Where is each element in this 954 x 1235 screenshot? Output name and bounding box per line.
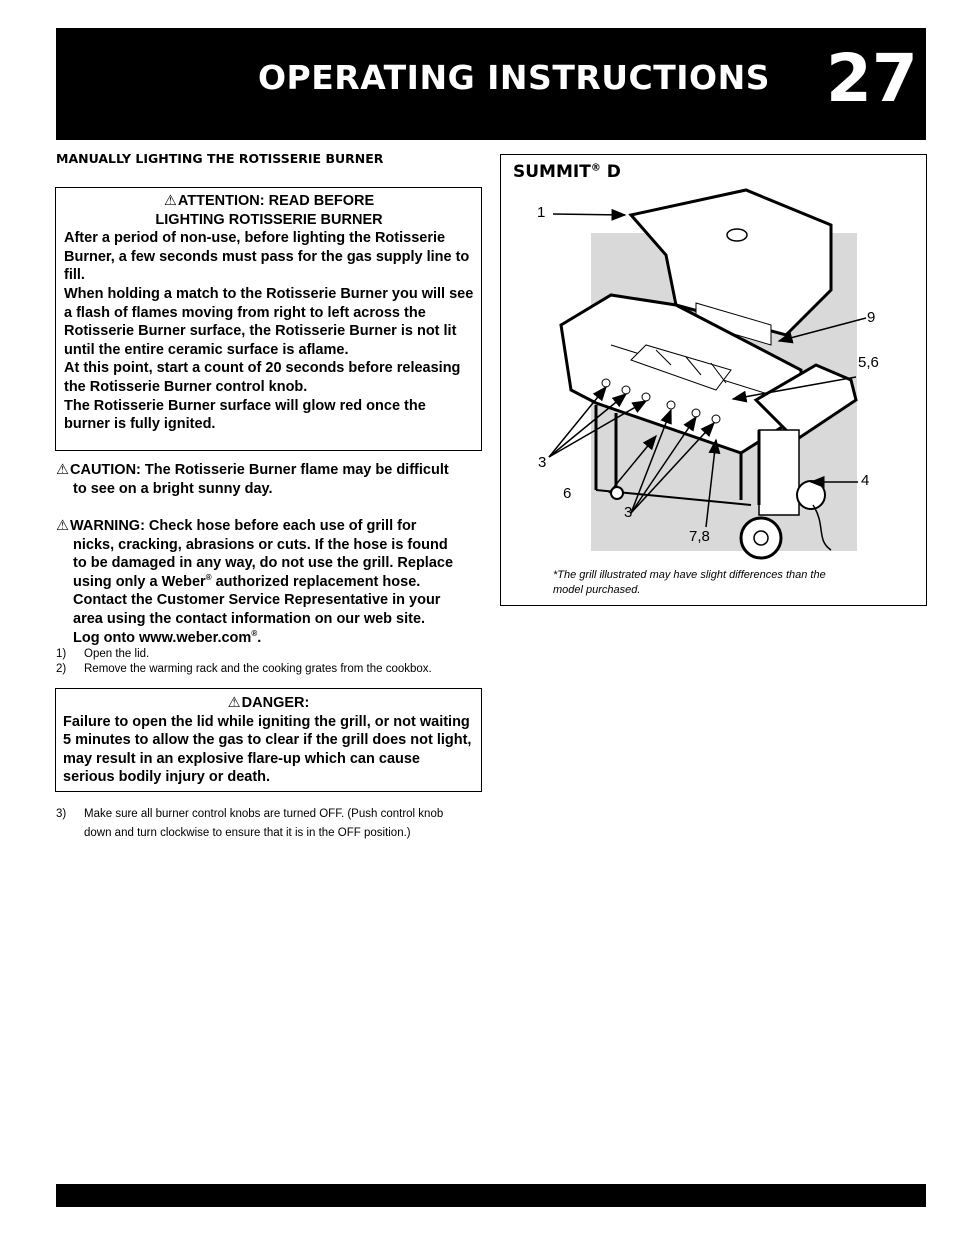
warning-line5: Contact the Customer Service Representative in your (73, 592, 441, 609)
figure-title-main: SUMMIT (513, 162, 591, 182)
registered-mark: ® (251, 628, 258, 638)
warning-triangle-icon: ⚠ (56, 518, 69, 534)
section-title: MANUALLY LIGHTING THE ROTISSERIE BURNER (56, 151, 384, 166)
callout-5-6: 5,6 (858, 354, 879, 371)
warning-triangle-icon: ⚠ (163, 193, 177, 209)
callout-1: 1 (537, 204, 546, 221)
step-item (56, 662, 486, 677)
attention-paragraph: The Rotisserie Burner surface will glow red once the burner is fully ignited. (64, 397, 426, 433)
figure-box (500, 154, 927, 606)
registered-mark: ® (205, 572, 212, 582)
callout-4: 4 (861, 472, 870, 489)
warning-line7-end: . (257, 629, 262, 646)
attention-heading-line2: LIGHTING ROTISSERIE BURNER (155, 211, 383, 228)
callout-7-8: 7,8 (689, 528, 710, 545)
danger-text: Failure to open the lid while igniting the grill, or not waiting 5 minutes to allow the gas to clear if the grill does not light, may result in an explosive flare-up which can cause serious bodily injury or death. (63, 713, 472, 786)
step-number: 3) (56, 808, 67, 820)
step-item (56, 805, 486, 843)
step-item (56, 647, 486, 662)
warning-notice (56, 517, 486, 647)
warning-line7 (56, 629, 486, 648)
footer-bar (56, 1184, 926, 1207)
warning-line6: area using the contact information on our web site. (73, 610, 426, 627)
warning-line3: to be damaged in any way, do not use the grill. Replace (73, 555, 454, 572)
attention-heading-line1: ATTENTION: READ BEFORE (177, 193, 375, 209)
caution-notice (56, 461, 486, 498)
registered-mark: ® (590, 162, 601, 174)
callout-9: 9 (867, 309, 876, 326)
warning-line4 (56, 573, 486, 592)
page-number: 27 (826, 40, 918, 117)
caution-line1: CAUTION: The Rotisserie Burner flame may be difficult (70, 462, 449, 478)
grill-illustration (501, 155, 928, 607)
step-text-line2: down and turn clockwise to ensure that it is in the OFF position.) (84, 827, 411, 839)
attention-paragraph: At this point, start a count of 20 seconds before releasing the Rotisserie Burner control knob. (64, 360, 461, 395)
step-text-line1: Make sure all burner control knobs are turned OFF. (Push control knob (84, 808, 444, 820)
warning-triangle-icon: ⚠ (56, 462, 69, 478)
step-number: 1) (56, 648, 67, 660)
attention-paragraph: After a period of non-use, before lighting the Rotisserie Burner, a few seconds must pass for the gas supply line to fill. (64, 230, 470, 284)
danger-heading (63, 694, 474, 713)
callout-3: 3 (624, 504, 633, 521)
danger-box (55, 688, 482, 792)
caution-line2: to see on a bright sunny day. (73, 480, 273, 497)
attention-heading (64, 192, 474, 211)
step-text: Open the lid. (84, 648, 150, 660)
figure-title-suffix: D (600, 162, 621, 182)
callout-6: 6 (563, 485, 572, 502)
warning-line4-text-end: authorized replacement hose. (211, 573, 421, 590)
callout-3: 3 (538, 454, 547, 471)
warning-line4-text: using only a Weber (73, 573, 206, 590)
warning-line1: WARNING: Check hose before each use of grill for (70, 518, 417, 534)
danger-heading-text: DANGER: (241, 695, 310, 711)
warning-triangle-icon: ⚠ (227, 695, 241, 711)
warning-website-link[interactable]: Log onto www.weber.com (73, 629, 252, 646)
page-title: OPERATING INSTRUCTIONS (258, 58, 770, 97)
step-text: Remove the warming rack and the cooking grates from the cookbox. (84, 663, 432, 675)
attention-paragraph: When holding a match to the Rotisserie Burner you will see a flash of flames moving from right to left across the Rotisserie Burner surface, the Rotisserie Burner is not lit until the entire ceramic surface is aflame. (64, 285, 474, 358)
attention-box (55, 187, 482, 451)
figure-caption: *The grill illustrated may have slight differences than the model purchased. (553, 569, 826, 596)
step-number: 2) (56, 663, 67, 675)
warning-line2: nicks, cracking, abrasions or cuts. If the hose is found (73, 536, 448, 553)
